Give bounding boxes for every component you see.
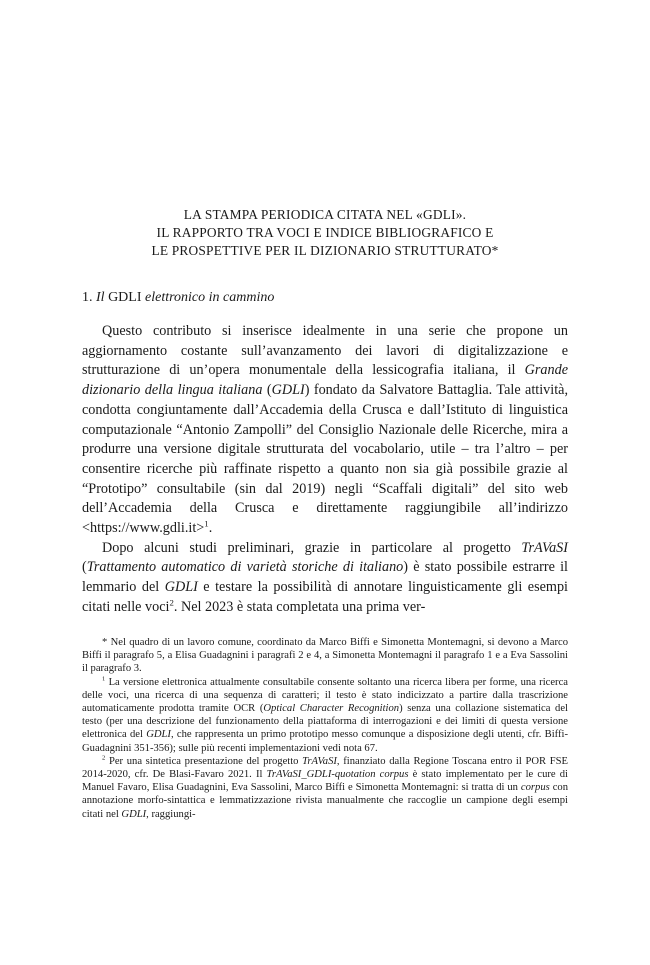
footnote-2: $^2$ Per una sintetica presentazione del progetto TrAVaSI, finanziato dalla Regione Toscana entro il POR FSE 2014-2020, cfr. De Blasi-Favaro 2021. Il TrAVaSI_GDLI-quotation corpus è stato implementato per le cure di Manuel Favaro, Elisa Guadagnini, Eva Sassolini, Marco Biffi e Simonetta Montemagni: si tratta di un corpus con annotazione morfo-sintattica e lemmatizzazione rivista manualmente che raccoglie un campione degli esempi citati nel GDLI, raggiungi-: [82, 754, 568, 820]
footnote-1-number: 1: [102, 675, 106, 683]
footnote-ref-2[interactable]: 2: [169, 597, 174, 608]
section-gdli: GDLI: [108, 290, 142, 305]
title-line-2: IL RAPPORTO TRA VOCI E INDICE BIBLIOGRAFICO E: [156, 225, 494, 240]
section-number: 1.: [82, 290, 93, 305]
body-text: [82, 322, 568, 618]
footnote-ref-1[interactable]: 1: [204, 518, 209, 529]
section-il: Il: [96, 290, 105, 305]
section-rest: elettronico in cammino: [145, 290, 275, 305]
footnote-star: * Nel quadro di un lavoro comune, coordinato da Marco Biffi e Simonetta Montemagni, si devono a Marco Biffi il paragrafo 5, a Elisa Guadagnini i paragrafi 2 e 4, a Simonetta Montemagni il paragrafo 1 e a Eva Sassolini il paragrafo 3.: [82, 637, 568, 675]
footnote-1: $^1$ La versione elettronica attualmente consultabile consente soltanto una ricerca libera per forme, una ricerca delle voci, una ricerca di una sequenza di caratteri; il testo è stato indicizzato a partire dalla trascrizione automaticamente prodotta tramite OCR (Optical Character Recognition) senza una collazione sistematica del testo (per una descrizione del funzionamento della piattaforma di interrogazioni e dei limiti di questa versione elettronica del GDLI, che rappresenta un primo prototipo messo comunque a disposizione degli utenti, cfr. Biffi-Guadagnini 351-356); sulle più recenti implementazioni vedi nota 67.: [82, 675, 568, 754]
paragraph-2: Dopo alcuni studi preliminari, grazie in particolare al progetto TrAVaSI (Trattamento automatico di varietà storiche di italiano) è stato possibile estrarre il lemmario del GDLI e testare la possibilità di annotare linguisticamente gli esempi citati nelle voci$^2$. Nel 2023 è stata completata una prima ver-: [82, 539, 568, 615]
footnotes: [82, 636, 568, 821]
paragraph-1: Questo contributo si inserisce idealmente in una serie che propone un aggiornamento costante sull’avanzamento dei lavori di digitalizzazione e strutturazione di un’opera monumentale della lessicografia italiana, il Grande dizionario della lingua italiana (GDLI) fondato da Salvatore Battaglia. Tale attività, condotta congiuntamente dall’Accademia della Crusca e dall’Istituto di linguistica computazionale “Antonio Zampolli” del Consiglio Nazionale delle Ricerche, mira a produrre una versione digitale strutturata del vocabolario, utile – tra l’altro – per consentire ricerche più raffinate rispetto a quanto non sia già possibile grazie al “Prototipo” consultabile (sin dal 2019) negli “Scaffali digitali” del sito web dell’Accademia della Crusca e direttamente raggiungibile all’indirizzo <https://www.gdli.it>$^1$.: [82, 323, 568, 537]
article-title: [80, 206, 570, 260]
section-heading: [82, 289, 274, 307]
title-line-1: LA STAMPA PERIODICA CITATA NEL «GDLI».: [183, 207, 467, 222]
footnote-2-number: 2: [102, 754, 106, 762]
title-line-3: LE PROSPETTIVE PER IL DIZIONARIO STRUTTURATO*: [151, 243, 499, 258]
